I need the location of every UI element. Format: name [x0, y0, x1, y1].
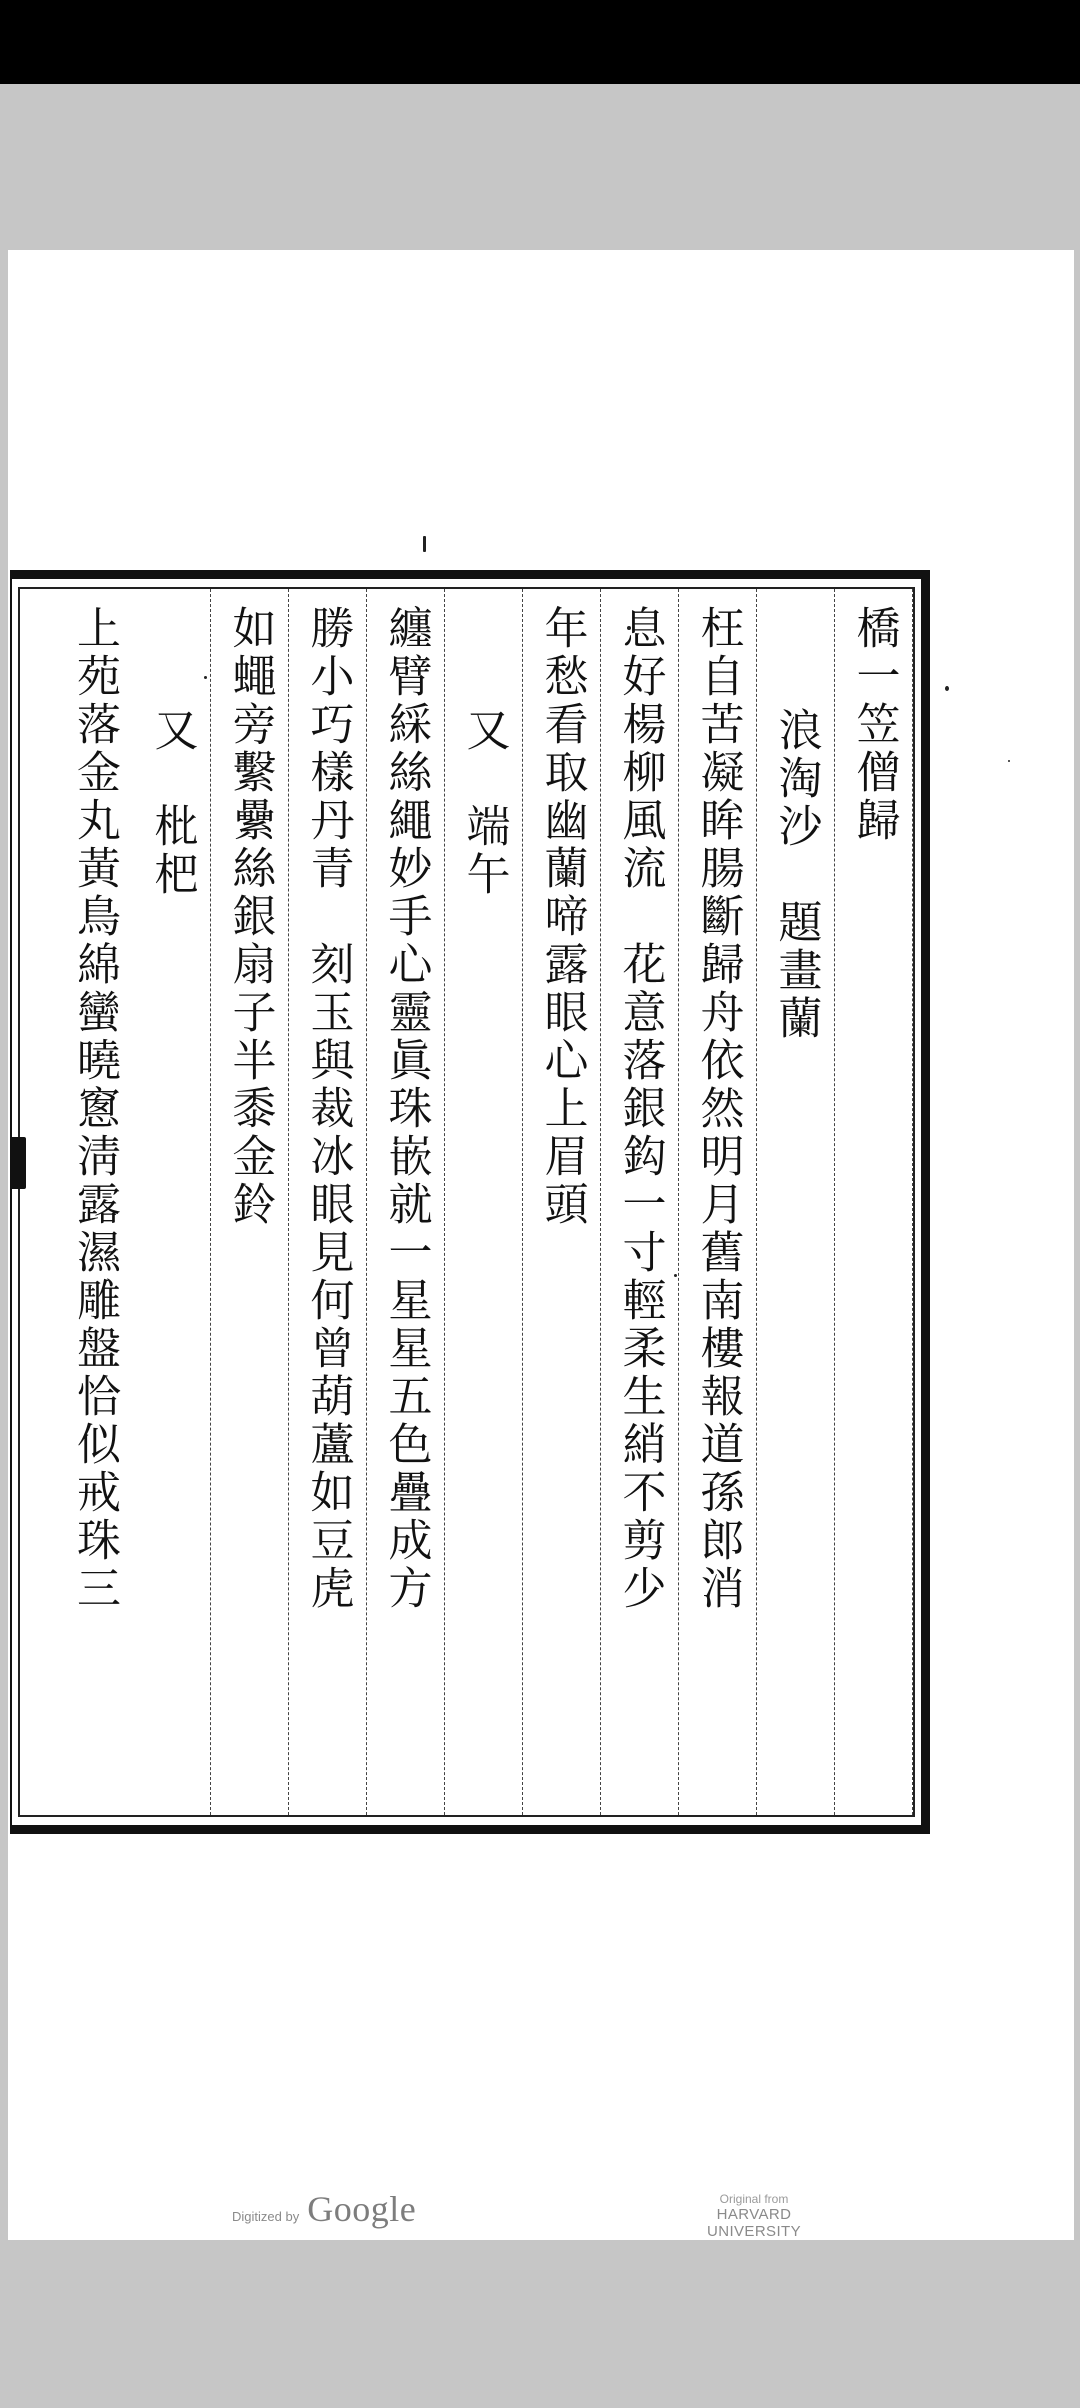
- column-text: 如蠅旁繫纍絲銀扇子半黍金鈴: [224, 605, 276, 1229]
- status-bar: [0, 0, 1080, 84]
- text-column-2: [757, 589, 835, 1815]
- ink-speck: [1008, 760, 1010, 762]
- original-source: [676, 2192, 832, 2240]
- column-text: 橋一笠僧歸: [848, 605, 900, 845]
- text-column-11: [55, 589, 133, 1815]
- ink-speck: [423, 536, 426, 552]
- column-text: 枉自苦凝眸腸斷歸舟依然明月舊南樓報道孫郎消: [692, 605, 744, 1613]
- column-text: 息好楊柳風流 花意落銀鈎一寸輕柔生綃不剪少: [614, 605, 666, 1613]
- text-column-9: [211, 589, 289, 1815]
- text-column-1: [835, 589, 913, 1815]
- digitized-label: Digitized by: [232, 2209, 300, 2224]
- column-text: 又 端午: [458, 707, 510, 899]
- column-grid: [18, 587, 915, 1817]
- column-text: 年愁看取幽蘭啼露眼心上眉頭: [536, 605, 588, 1229]
- column-text: 浪淘沙 題畫蘭: [770, 707, 822, 1043]
- column-text: 又 枇杷: [146, 707, 198, 899]
- text-column-3: [679, 589, 757, 1815]
- digitized-by-google: [232, 2188, 416, 2230]
- text-column-7: [367, 589, 445, 1815]
- column-text: 上苑落金丸黃鳥綿蠻曉窻淸露濕雕盤恰似戒珠三: [69, 605, 120, 1613]
- text-column-5: [523, 589, 601, 1815]
- google-logo: Google: [307, 2189, 417, 2229]
- text-column-4: [601, 589, 679, 1815]
- text-column-6: [445, 589, 523, 1815]
- text-column-10: [133, 589, 211, 1815]
- text-frame: [10, 570, 930, 1834]
- institution-name: HARVARD UNIVERSITY: [706, 2206, 801, 2240]
- column-text: 纏臂綵絲繩妙手心靈眞珠嵌就一星星五色疊成方: [380, 605, 432, 1613]
- page-edge-tab: [10, 1137, 26, 1189]
- text-column-8: [289, 589, 367, 1815]
- column-text: 勝小巧樣丹青 刻玉與裁冰眼見何曾葫蘆如豆虎: [302, 605, 354, 1613]
- original-from-label: Original from: [719, 2192, 789, 2206]
- ink-speck: [945, 686, 949, 691]
